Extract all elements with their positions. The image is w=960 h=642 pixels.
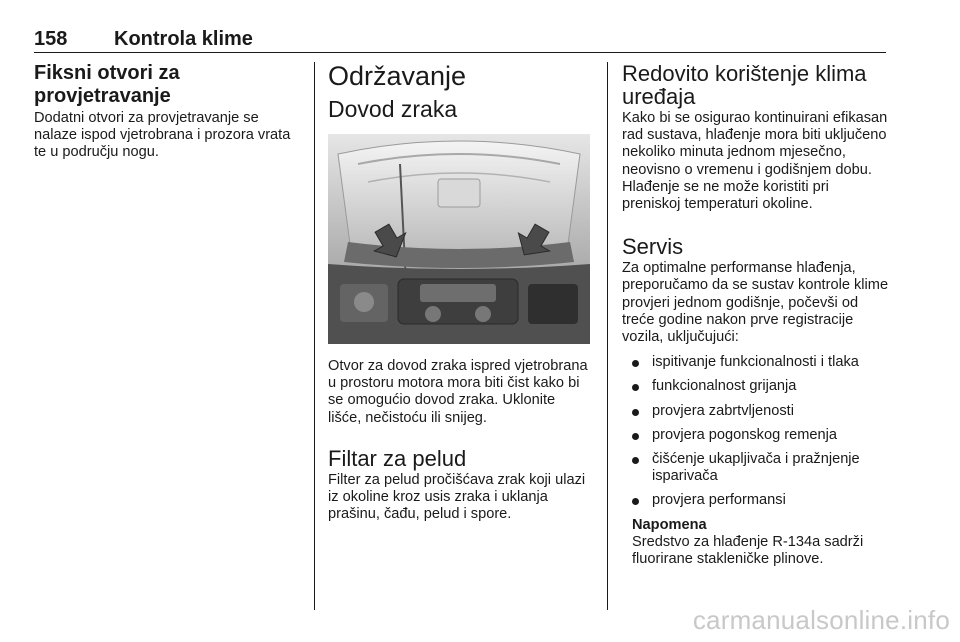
section-heading-regular-use: Redovito korištenje klima uređaja (622, 61, 867, 109)
subsection-title-air-intake: Dovod zraka (328, 96, 458, 122)
list-item: provjera zabrtvljenosti (622, 403, 890, 420)
watermark: carmanualsonline.info (692, 605, 950, 635)
list-item: provjera pogonskog remenja (622, 427, 890, 444)
air-intake-caption: Otvor za dovod zraka ispred vjetrobrana u prostoru motora mora biti čist kako bi se omogućio dovod zraka. Uklonite lišće, nečistoću ili snijeg. (328, 358, 588, 426)
list-item: ispitivanje funkcionalnosti i tlaka (622, 354, 890, 371)
pollen-filter-text: Filter za pelud pročišćava zrak koji ulazi iz okoline kroz usis zraka i uklanja prašinu, čađu, pelud i spore. (328, 471, 586, 523)
bullet-icon (632, 409, 639, 416)
note-box (622, 517, 890, 568)
section-heading-vents: Fiksni otvori za provjetravanje (34, 62, 180, 107)
service-checklist (622, 354, 890, 509)
bullet-icon (632, 433, 639, 440)
column-divider-1 (314, 62, 315, 610)
page-header (34, 28, 886, 52)
column-left (34, 62, 296, 162)
subsection-title-pollen-filter: Filtar za pelud (328, 445, 467, 471)
bullet-icon (632, 457, 639, 464)
engine-bay-photo (328, 134, 590, 344)
list-item: funkcionalnost grijanja (622, 378, 890, 395)
regular-use-text: Kako bi se osigurao kontinuirani efikasan rad sustava, hlađenje mora biti uključeno nekoliko minuta jednom mjesečno, neovisno o vremenu i godišnjem dobu. Hlađenje se ne može koristiti pri preniskoj temperaturi okoline. (622, 110, 888, 213)
page-number: 158 (34, 28, 68, 50)
bullet-icon (632, 360, 639, 367)
column-divider-2 (607, 62, 608, 610)
column-right (622, 62, 890, 568)
section-title-maintenance: Održavanje (328, 61, 467, 91)
note-text: Sredstvo za hlađenje R-134a sadrži fluorirane stakleničke plinove. (632, 533, 864, 567)
header-divider (34, 52, 886, 53)
column-middle (328, 62, 590, 523)
section-heading-service: Servis (622, 234, 684, 260)
list-item: provjera performansi (622, 492, 890, 509)
bullet-icon (632, 384, 639, 391)
engine-bay-illustration (328, 134, 590, 344)
note-title: Napomena (632, 516, 707, 533)
chapter-title: Kontrola klime (114, 28, 253, 50)
service-text: Za optimalne performanse hlađenja, preporučamo da se sustav kontrole klime provjeri jednom godišnje, počevši od treće godine nakon prve registracije vozila, uključujući: (622, 260, 889, 346)
vents-text: Dodatni otvori za provjetravanje se nalaze ispod vjetrobrana i prozora vrata te u području nogu. (34, 110, 291, 161)
list-item: čišćenje ukapljivača i pražnjenje isparivača (622, 451, 890, 485)
bullet-icon (632, 498, 639, 505)
